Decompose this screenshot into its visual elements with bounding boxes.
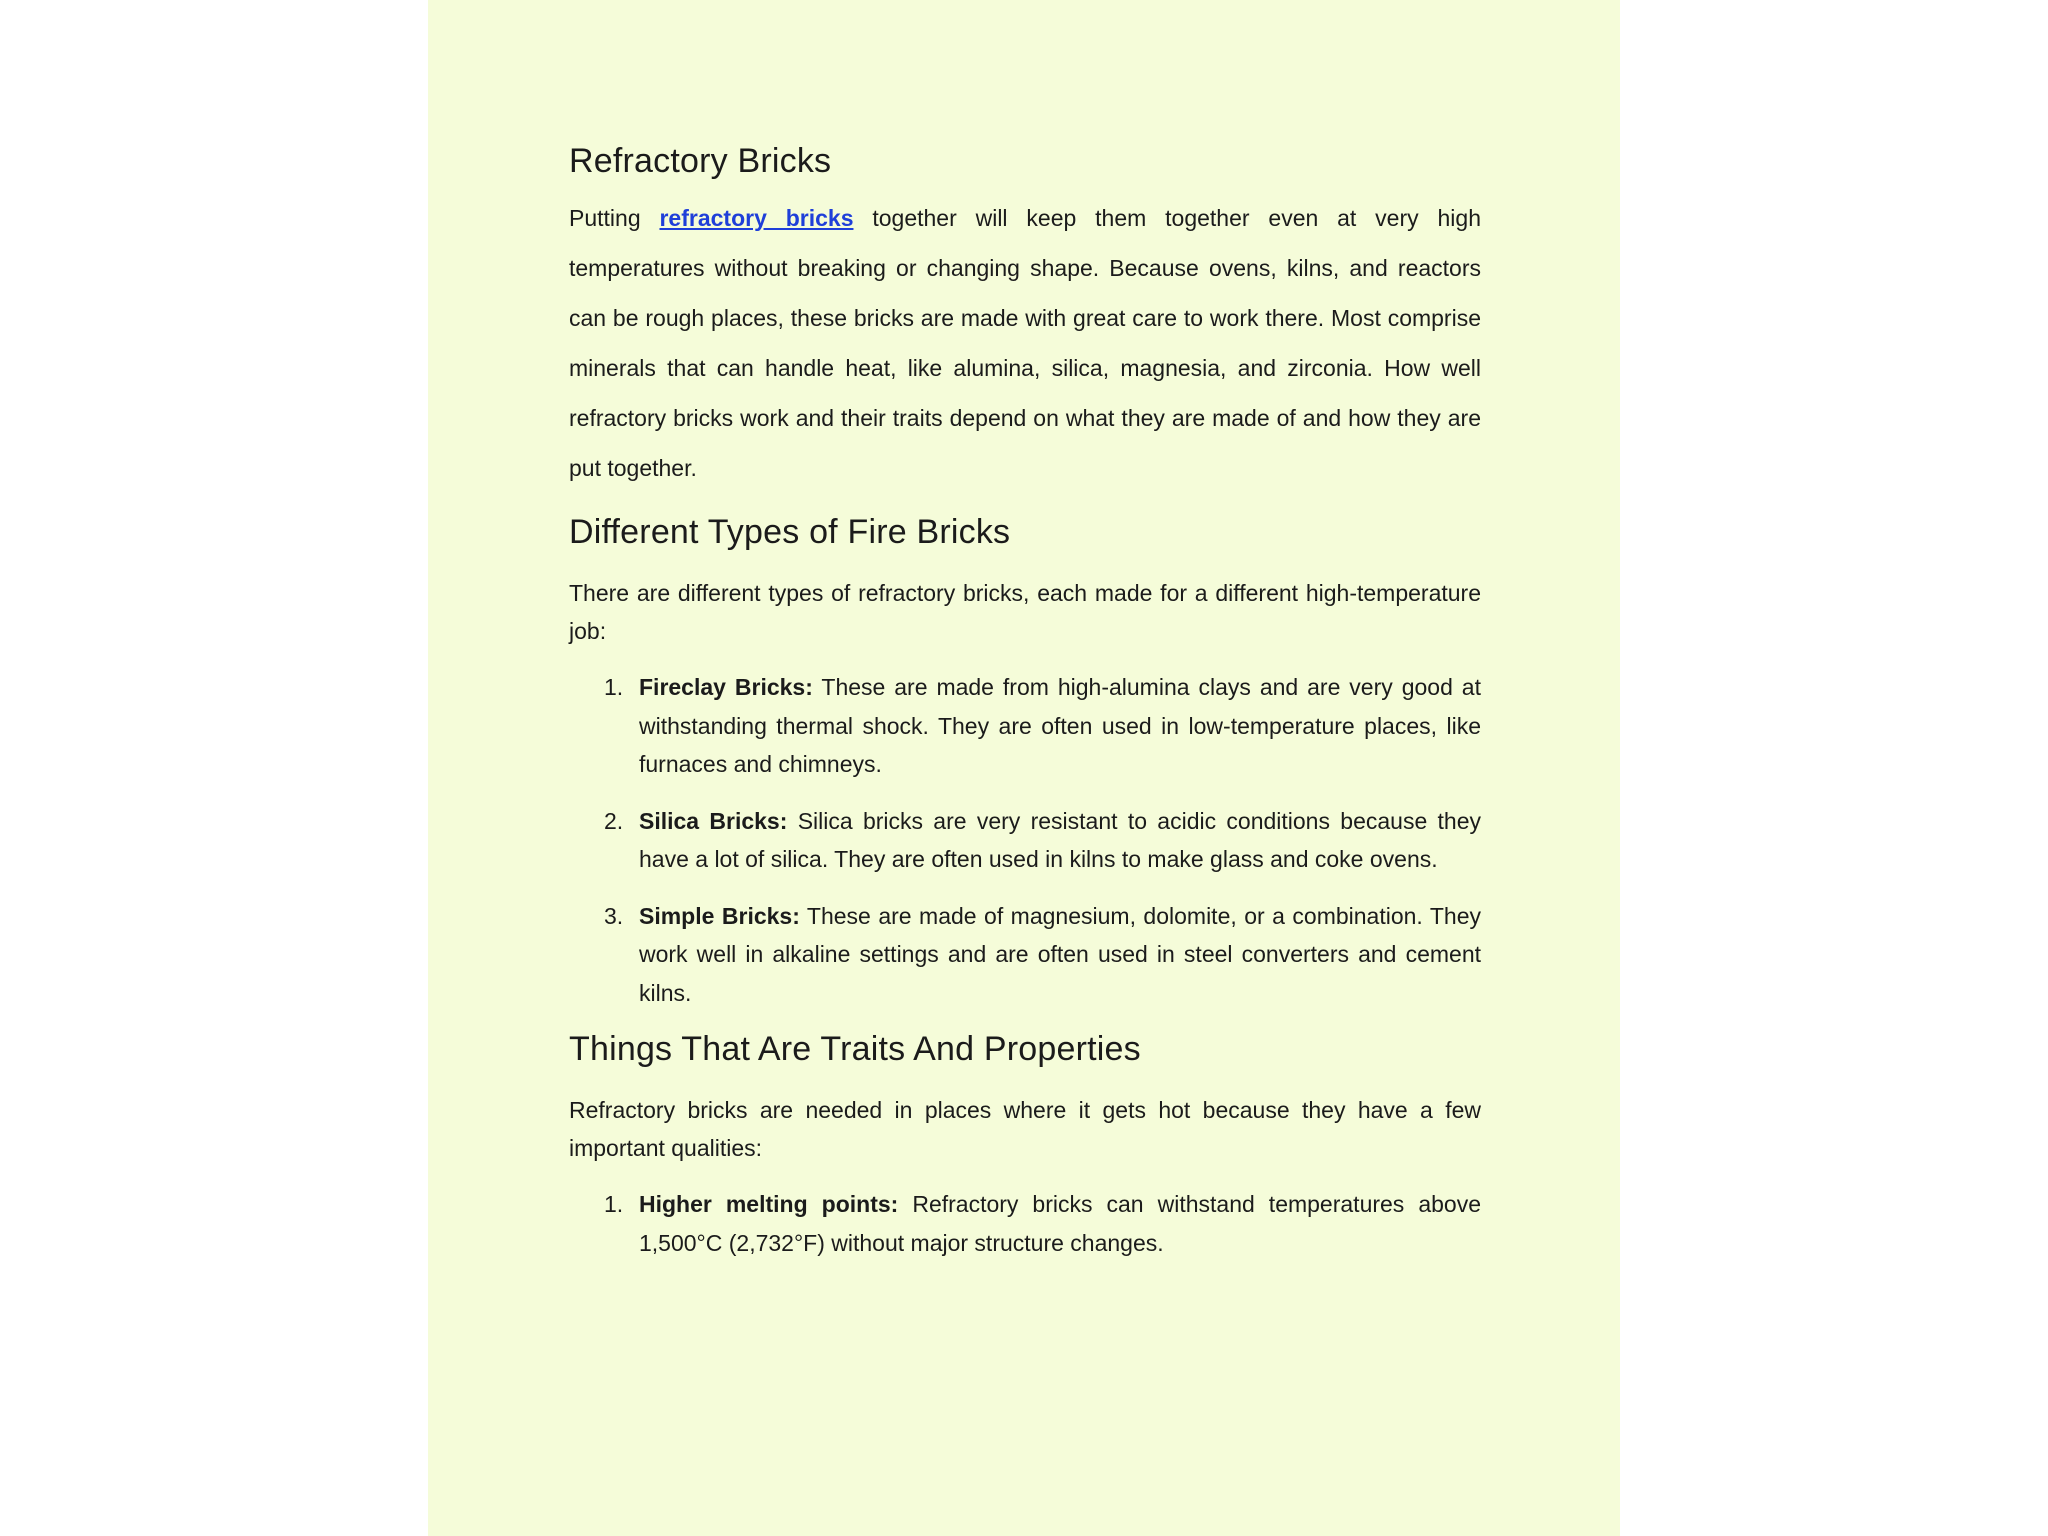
- list-number: 1.: [604, 674, 624, 700]
- intro-paragraph: [569, 193, 1481, 493]
- list-item-text: These are made from high-alumina clays and are very good at withstanding thermal shock. They are often used in low-temperature places, like furnaces and chimneys.: [639, 674, 1481, 777]
- list-item-title: Silica Bricks:: [639, 807, 788, 834]
- list-item: [569, 802, 1481, 879]
- document-content: [569, 120, 1481, 1262]
- list-item: [569, 897, 1481, 1013]
- traits-intro-paragraph: Refractory bricks are needed in places where it gets hot because they have a few important qualities:: [569, 1097, 1481, 1161]
- intro-text-start: Putting: [569, 205, 660, 231]
- list-item-title: Simple Bricks:: [639, 902, 800, 929]
- list-item-text: Silica bricks are very resistant to acidic conditions because they have a lot of silica. They are often used in kilns to make glass and coke ovens.: [639, 807, 1482, 872]
- document-page: [428, 0, 1620, 1536]
- list-number: 3.: [604, 902, 624, 929]
- list-number: 2.: [604, 807, 624, 834]
- list-item-text: Refractory bricks can withstand temperatures above 1,500°C (2,732°F) without major structure changes.: [639, 1191, 1481, 1256]
- list-item-title: Higher melting points:: [639, 1191, 899, 1217]
- list-number: 1.: [604, 1191, 624, 1217]
- list-item: [569, 668, 1481, 784]
- list-item: [569, 1185, 1481, 1262]
- intro-text-rest: together will keep them together even at very high temperatures without breaking or changing shape. Because ovens, kilns, and reactors can be rough places, these bricks are made with great care to work there. Most comprise minerals that can handle heat, like alumina, silica, magnesia, and zirconia. How well refractory bricks work and their traits depend on what they are made of and how they are put together.: [569, 205, 1481, 481]
- types-intro-paragraph: There are different types of refractory bricks, each made for a different high-temperature job:: [569, 580, 1481, 644]
- list-item-text: These are made of magnesium, dolomite, or a combination. They work well in alkaline settings and are often used in steel converters and cement kilns.: [639, 902, 1481, 1006]
- types-list: [569, 668, 1481, 1012]
- list-item-title: Fireclay Bricks:: [639, 674, 813, 700]
- refractory-bricks-link[interactable]: refractory bricks: [659, 205, 854, 231]
- section-heading-traits: Things That Are Traits And Properties: [569, 1030, 1141, 1068]
- section-heading-types: Different Types of Fire Bricks: [569, 513, 1011, 551]
- traits-list: [569, 1185, 1481, 1262]
- section-heading-refractory-bricks: Refractory Bricks: [569, 142, 832, 180]
